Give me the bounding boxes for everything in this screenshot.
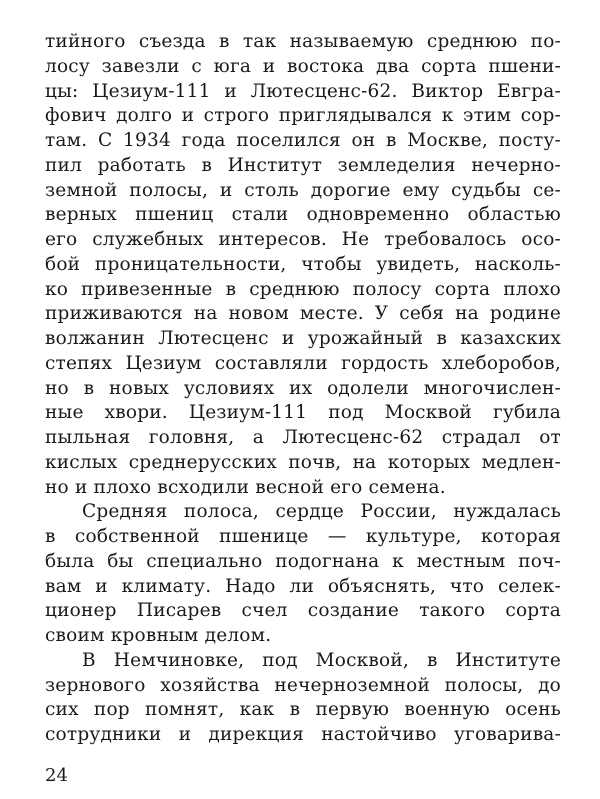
text-line: кислых среднерусских почв, на которых медлен- <box>45 451 561 473</box>
text-line: сих пор помнят, как в первую военную осень <box>45 699 561 721</box>
text-line: цы: Цезиум-111 и Лютесценс-62. Виктор Евгра- <box>45 80 561 102</box>
text-line: степях Цезиум составляли гордость хлеборобов, <box>45 352 561 374</box>
text-line: ционер Писарев счел создание такого сорта <box>45 600 561 622</box>
text-line: тийного съезда в так называемую среднюю по- <box>45 31 561 52</box>
text-line: лосу завезли с юга и востока два сорта пшени- <box>45 55 561 77</box>
paragraph-start-line: Средняя полоса, сердце России, нуждалась <box>82 501 561 523</box>
text-line: ные хвори. Цезиум-111 под Москвой губила <box>45 402 561 424</box>
text-line: его служебных интересов. Не требовалось осо- <box>45 229 561 250</box>
text-line: волжанин Лютесценс и урожайный в казахских <box>45 328 561 349</box>
text-line: своим кровным делом. <box>45 625 272 646</box>
text-line: пил работать в Институт земледелия нечерно- <box>45 154 561 176</box>
text-line: приживаются на новом месте. У себя на родине <box>45 303 561 325</box>
text-line: сотрудники и дирекция настойчиво уговарива- <box>45 724 561 745</box>
text-line: верных пшениц стали одновременно областью <box>45 204 561 226</box>
text-line: пыльная головня, а Лютесценс-62 страдал от <box>45 427 561 448</box>
text-line: там. С 1934 года поселился он в Москве, посту- <box>45 130 561 151</box>
paragraph-start-line: В Немчиновке, под Москвой, в Институте <box>82 649 561 671</box>
text-line: бой проницательности, чтобы увидеть, насколь- <box>45 253 561 275</box>
text-line: вам и климату. Надо ли объяснять, что селек- <box>45 575 561 597</box>
text-line: но и плохо всходили весной его семена. <box>45 476 446 498</box>
text-line: зернового хозяйства нечерноземной полосы, до <box>45 674 561 696</box>
page-body-text <box>45 30 561 748</box>
text-line: земной полосы, и столь дорогие ему судьбы се- <box>45 179 561 201</box>
page-number: 24 <box>45 765 68 786</box>
text-line: была бы специально подогнана к местным поч- <box>45 550 561 572</box>
text-line: фович долго и строго приглядывался к этим сор- <box>45 105 561 127</box>
text-line: но в новых условиях их одолели многочислен- <box>45 377 561 399</box>
text-line: в собственной пшенице — культуре, которая <box>45 526 561 547</box>
text-line: ко привезенные в среднюю полосу сорта плохо <box>45 278 561 300</box>
